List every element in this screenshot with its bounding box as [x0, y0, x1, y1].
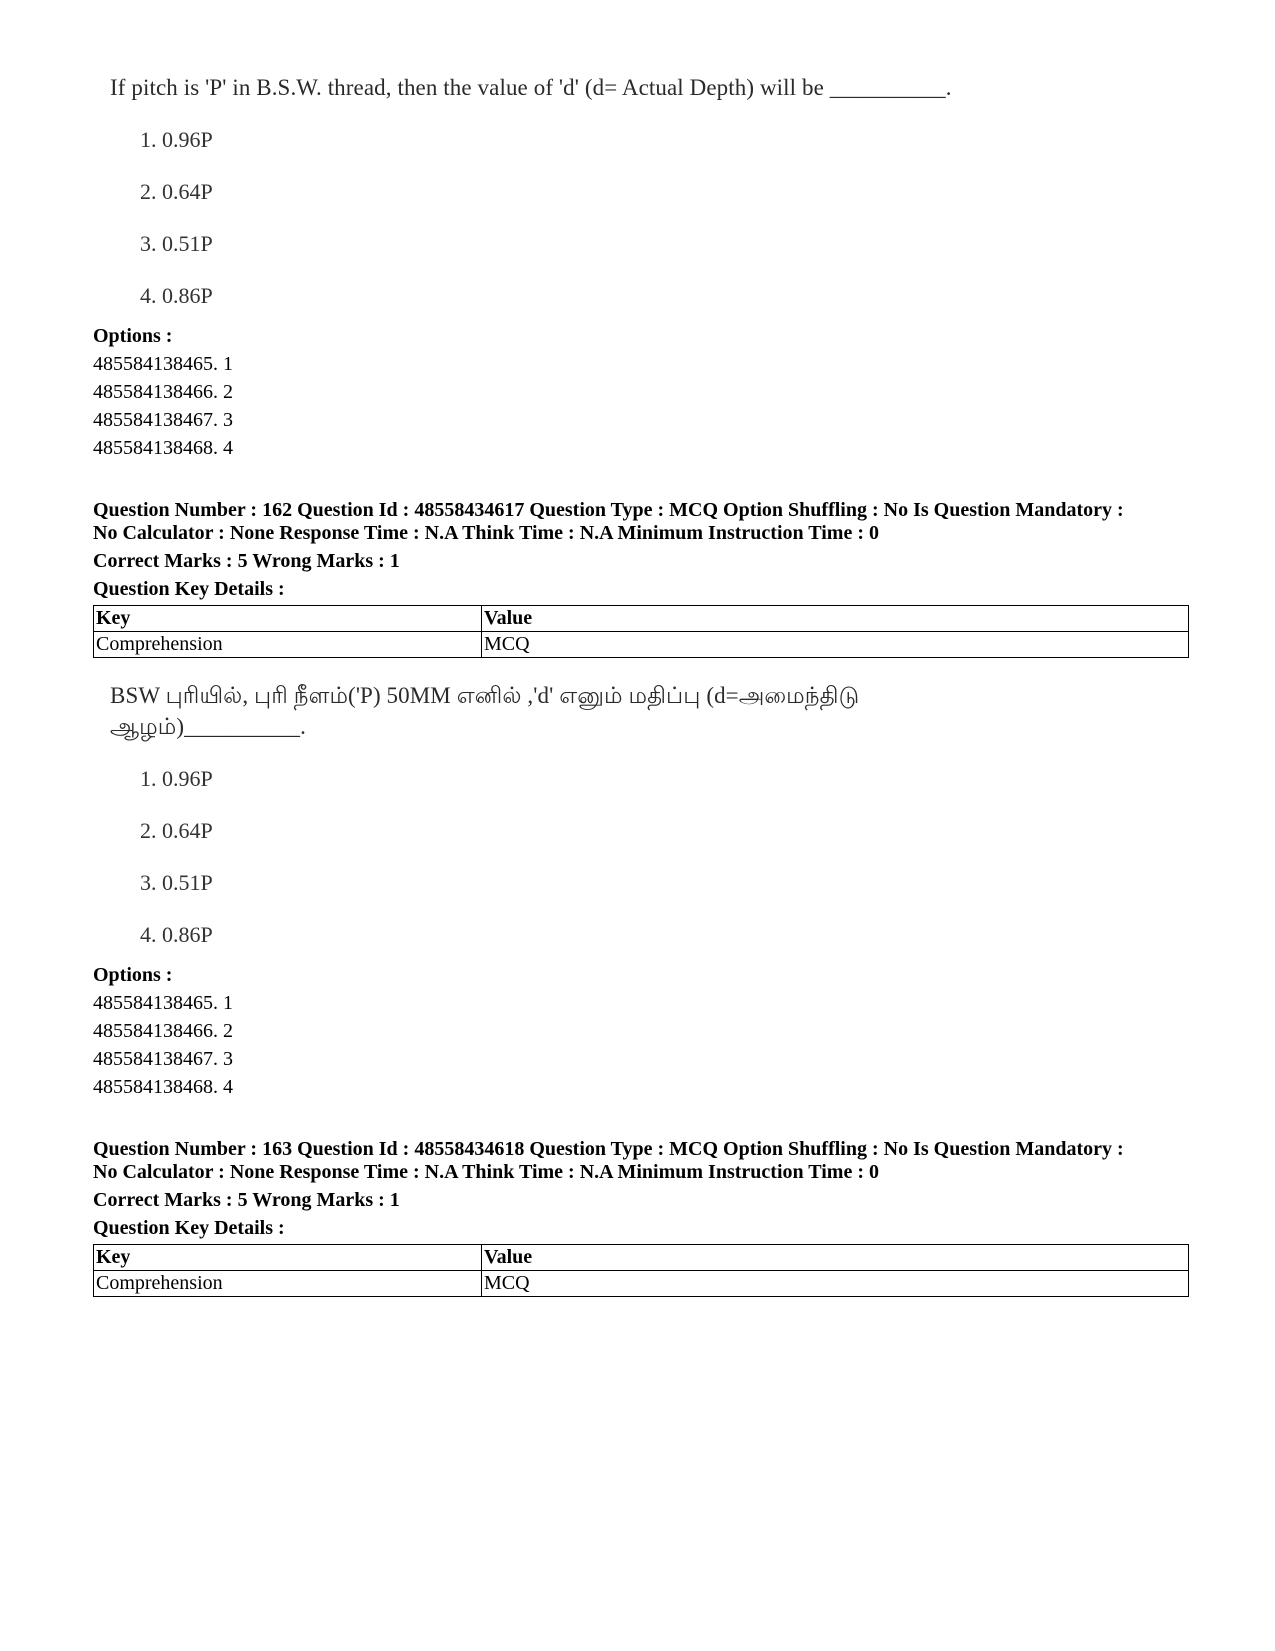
option-id: 485584138466. 2: [93, 1020, 233, 1042]
marks-line: Correct Marks : 5 Wrong Marks : 1: [93, 1189, 400, 1211]
key-details-label: Question Key Details :: [93, 578, 285, 600]
table-cell-value: MCQ: [482, 632, 1189, 658]
question-meta-line-1: Question Number : 163 Question Id : 48558434618 Question Type : MCQ Option Shuffling : No Is Question Mandatory :: [93, 1138, 1124, 1160]
question-choice: 3. 0.51P: [140, 231, 213, 256]
options-label: Options :: [93, 325, 173, 347]
option-id: 485584138465. 1: [93, 353, 233, 375]
question-choice: 2. 0.64P: [140, 818, 213, 843]
question-text-line-1: BSW புரியில், புரி நீளம்('P) 50MM எனில் ,'d' எனும் மதிப்பு (d=அமைந்திடு: [110, 683, 860, 708]
option-id: 485584138467. 3: [93, 1048, 233, 1070]
question-meta-line-2: No Calculator : None Response Time : N.A Think Time : N.A Minimum Instruction Time : 0: [93, 1161, 879, 1183]
table-row: [94, 1271, 1189, 1297]
table-header-value: Value: [482, 606, 1189, 632]
key-details-label: Question Key Details :: [93, 1217, 285, 1239]
table-header-row: [94, 1245, 1189, 1271]
table-header-key: Key: [94, 606, 482, 632]
question-text-line-2: ஆழம்)__________.: [110, 714, 307, 739]
option-id: 485584138466. 2: [93, 381, 233, 403]
key-details-table: [93, 605, 1189, 658]
table-cell-key: Comprehension: [94, 1271, 482, 1297]
option-id: 485584138468. 4: [93, 1076, 233, 1098]
table-row: [94, 632, 1189, 658]
table-header-value: Value: [482, 1245, 1189, 1271]
key-details-table: [93, 1244, 1189, 1297]
option-id: 485584138468. 4: [93, 437, 233, 459]
table-header-row: [94, 606, 1189, 632]
question-choice: 1. 0.96P: [140, 127, 213, 152]
question-choice: 1. 0.96P: [140, 766, 213, 791]
question-meta-line-2: No Calculator : None Response Time : N.A Think Time : N.A Minimum Instruction Time : 0: [93, 522, 879, 544]
question-meta-line-1: Question Number : 162 Question Id : 48558434617 Question Type : MCQ Option Shuffling : No Is Question Mandatory :: [93, 499, 1124, 521]
options-label: Options :: [93, 964, 173, 986]
question-choice: 3. 0.51P: [140, 870, 213, 895]
question-choice: 2. 0.64P: [140, 179, 213, 204]
question-choice: 4. 0.86P: [140, 283, 213, 308]
table-cell-value: MCQ: [482, 1271, 1189, 1297]
question-choice: 4. 0.86P: [140, 922, 213, 947]
question-text: If pitch is 'P' in B.S.W. thread, then the value of 'd' (d= Actual Depth) will be __________.: [110, 75, 952, 100]
table-header-key: Key: [94, 1245, 482, 1271]
table-cell-key: Comprehension: [94, 632, 482, 658]
option-id: 485584138465. 1: [93, 992, 233, 1014]
option-id: 485584138467. 3: [93, 409, 233, 431]
marks-line: Correct Marks : 5 Wrong Marks : 1: [93, 550, 400, 572]
